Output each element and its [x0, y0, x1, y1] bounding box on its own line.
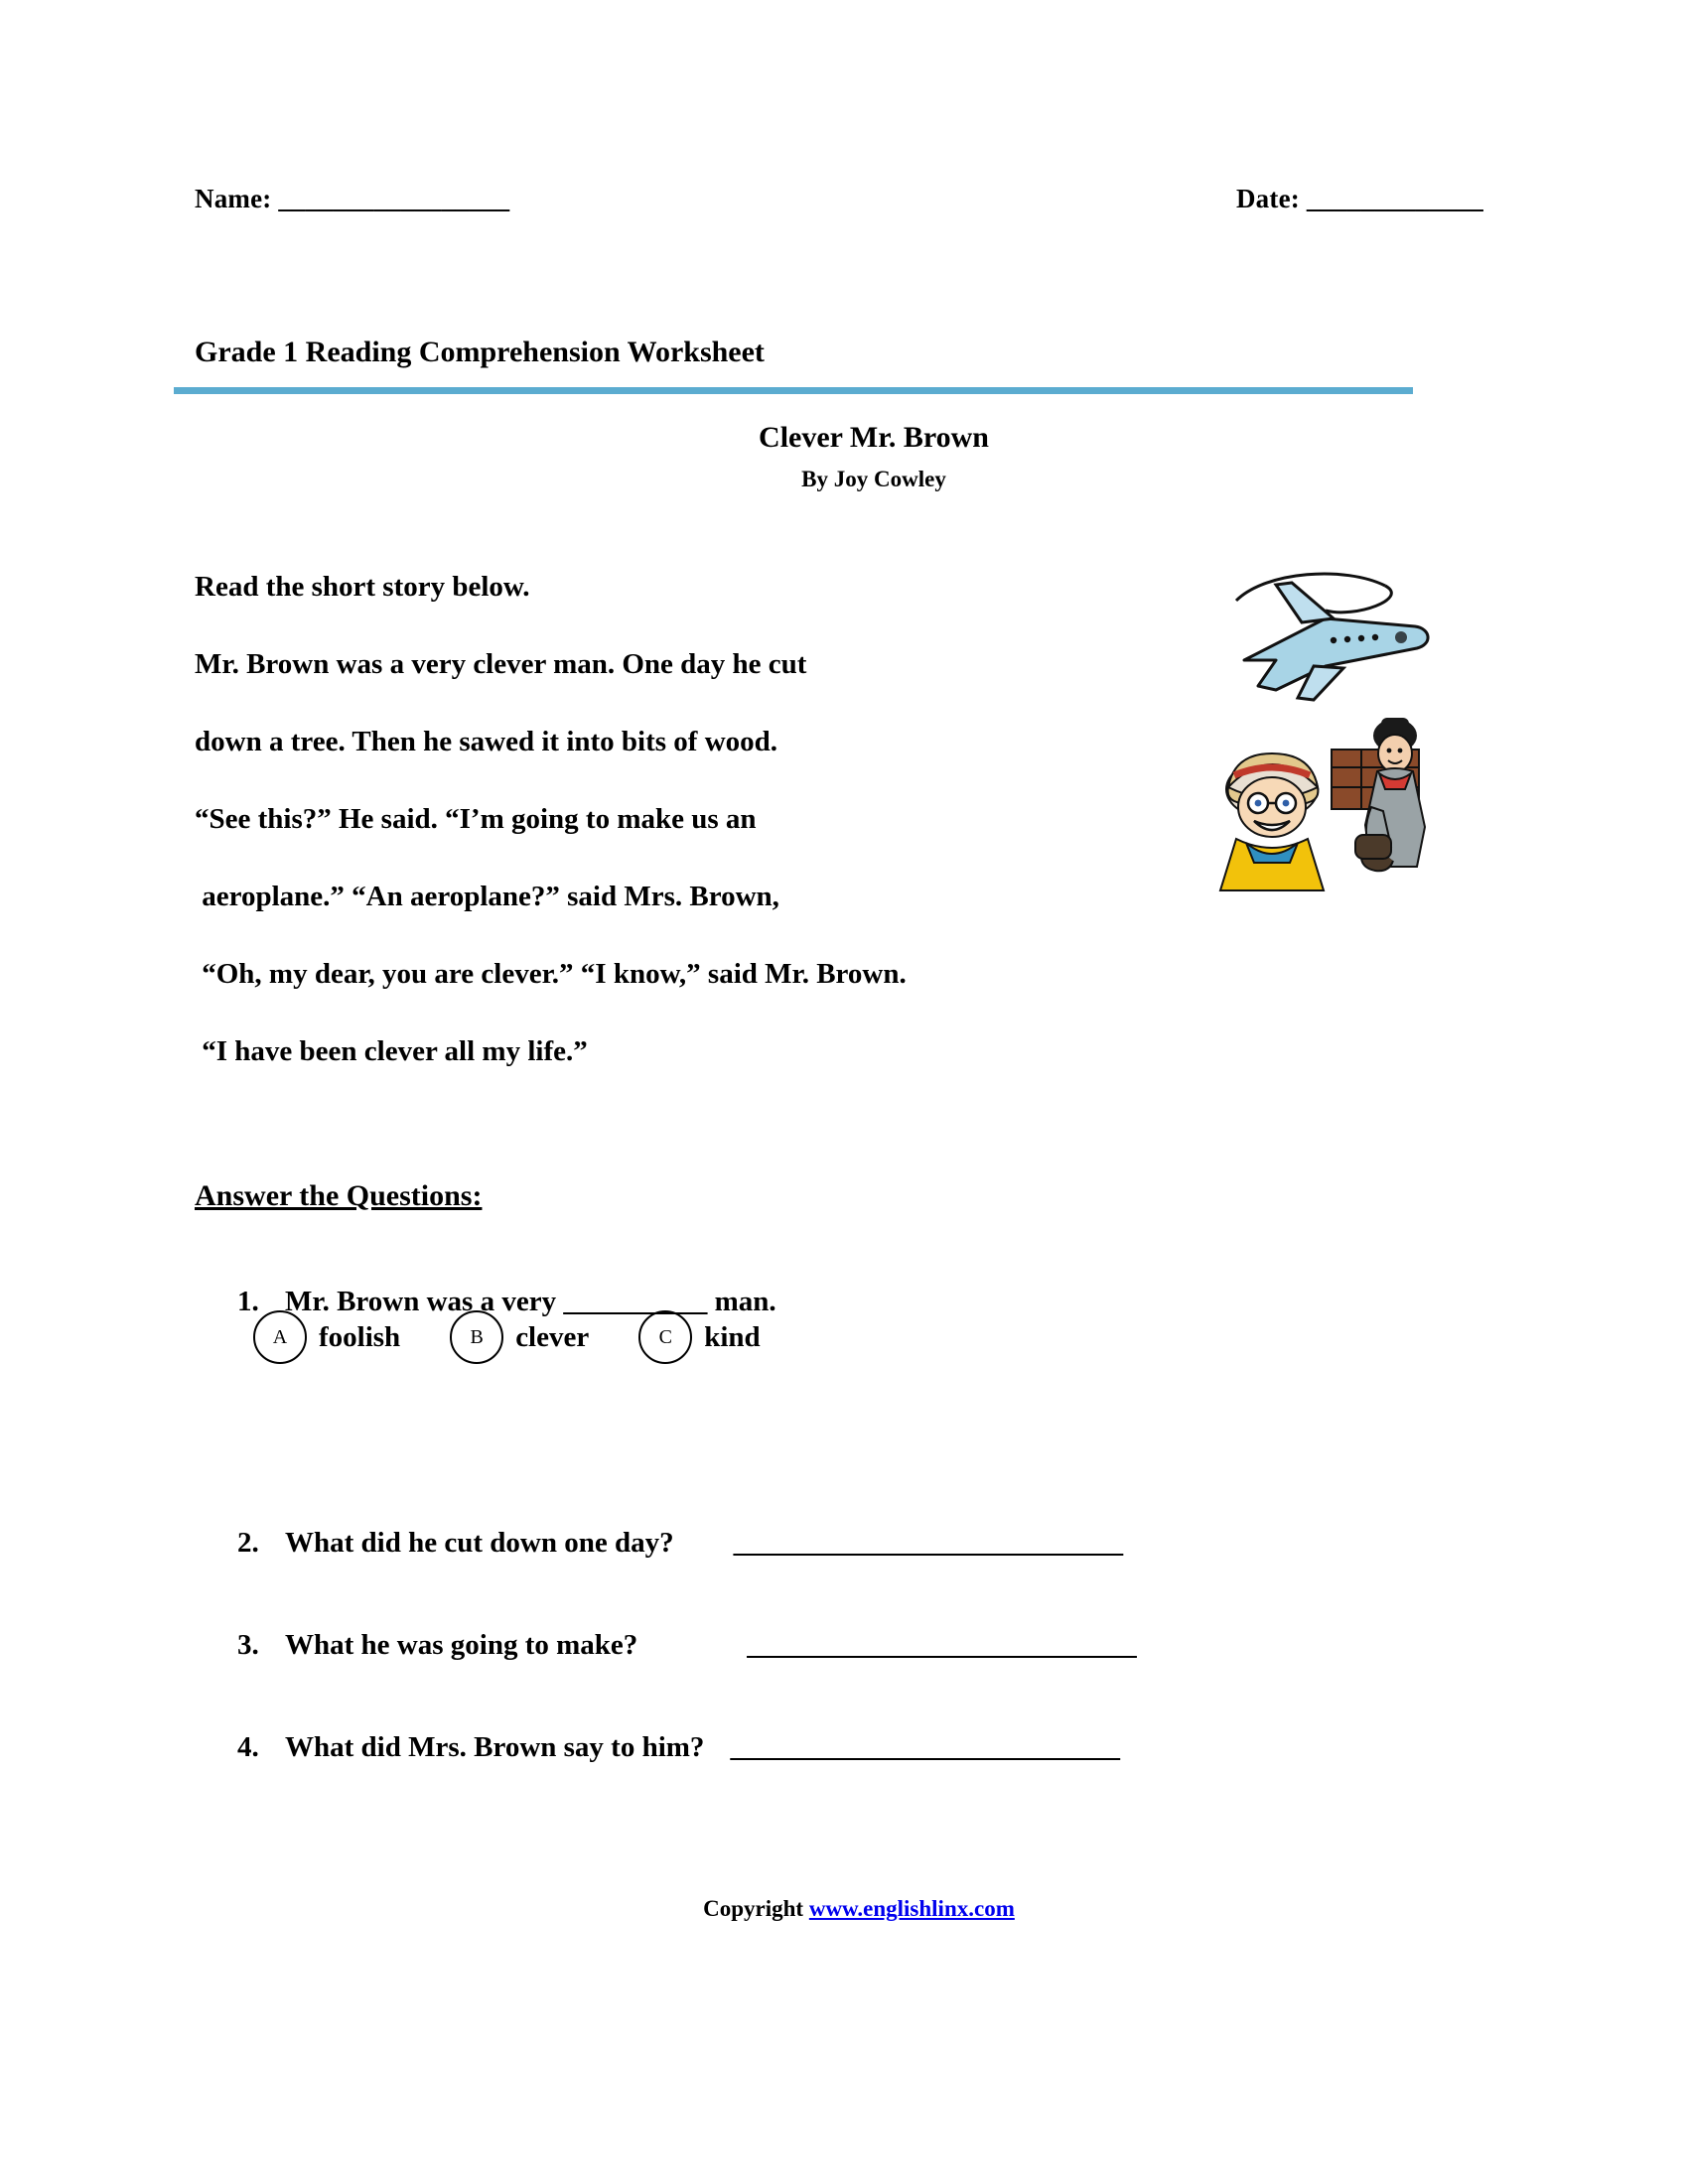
story-line: “See this?” He said. “I’m going to make us an [195, 803, 757, 835]
story-line: down a tree. Then he sawed it into bits of wood. [195, 726, 778, 757]
answer-line[interactable]: _____________________________ [730, 1731, 1119, 1763]
choice-b[interactable] [450, 1310, 599, 1364]
question-4 [209, 1699, 1119, 1797]
website-link[interactable]: www.englishlinx.com [808, 1896, 1015, 1921]
story-author: By Joy Cowley [801, 467, 946, 491]
questions-heading: Answer the Questions: [195, 1179, 483, 1212]
title-divider [174, 387, 1413, 394]
footer [0, 1896, 1688, 1922]
question-number: 2. [237, 1527, 259, 1559]
name-field[interactable]: Name: _________________ [195, 184, 510, 213]
choice-bubble-b[interactable]: B [450, 1310, 503, 1364]
page-title: Grade 1 Reading Comprehension Worksheet [195, 336, 765, 368]
story-line: aeroplane.” “An aeroplane?” said Mrs. Brown, [195, 881, 779, 912]
question-1-choices [253, 1310, 810, 1364]
question-number: 4. [237, 1731, 259, 1763]
choice-c[interactable] [638, 1310, 770, 1364]
story-line: “I have been clever all my life.” [195, 1035, 588, 1067]
answer-line[interactable]: _____________________________ [747, 1629, 1136, 1661]
question-text: What did he cut down one day? [285, 1527, 674, 1559]
story-line: “Oh, my dear, you are clever.” “I know,” said Mr. Brown. [195, 958, 907, 990]
choice-label-b: clever [515, 1320, 590, 1353]
question-text: What he was going to make? [285, 1629, 638, 1661]
date-field[interactable]: Date: _____________ [1235, 184, 1483, 213]
story-title: Clever Mr. Brown [759, 421, 989, 454]
story-line: Mr. Brown was a very clever man. One day he cut [195, 648, 807, 680]
old-woman-figure [1220, 753, 1324, 890]
story-instruction: Read the short story below. [195, 571, 530, 603]
choice-a[interactable] [253, 1310, 410, 1364]
question-number: 1. [237, 1286, 259, 1317]
choice-bubble-a[interactable]: A [253, 1310, 307, 1364]
question-3 [209, 1596, 1136, 1695]
answer-line[interactable]: _____________________________ [733, 1527, 1123, 1559]
question-text: What did Mrs. Brown say to him? [285, 1731, 705, 1763]
question-2 [209, 1494, 1122, 1592]
illustration-group [1206, 541, 1465, 958]
worksheet-artwork [1206, 541, 1465, 958]
airplane-icon [1236, 574, 1428, 700]
choice-label-c: kind [704, 1320, 761, 1353]
story-text [195, 548, 1207, 1090]
question-number: 3. [237, 1629, 259, 1661]
copyright-text: Copyright [703, 1896, 809, 1921]
question-text: Mr. Brown was a very __________ man. [285, 1286, 776, 1317]
choice-bubble-c[interactable]: C [638, 1310, 692, 1364]
choice-label-a: foolish [319, 1320, 401, 1353]
header-row [195, 184, 1493, 214]
